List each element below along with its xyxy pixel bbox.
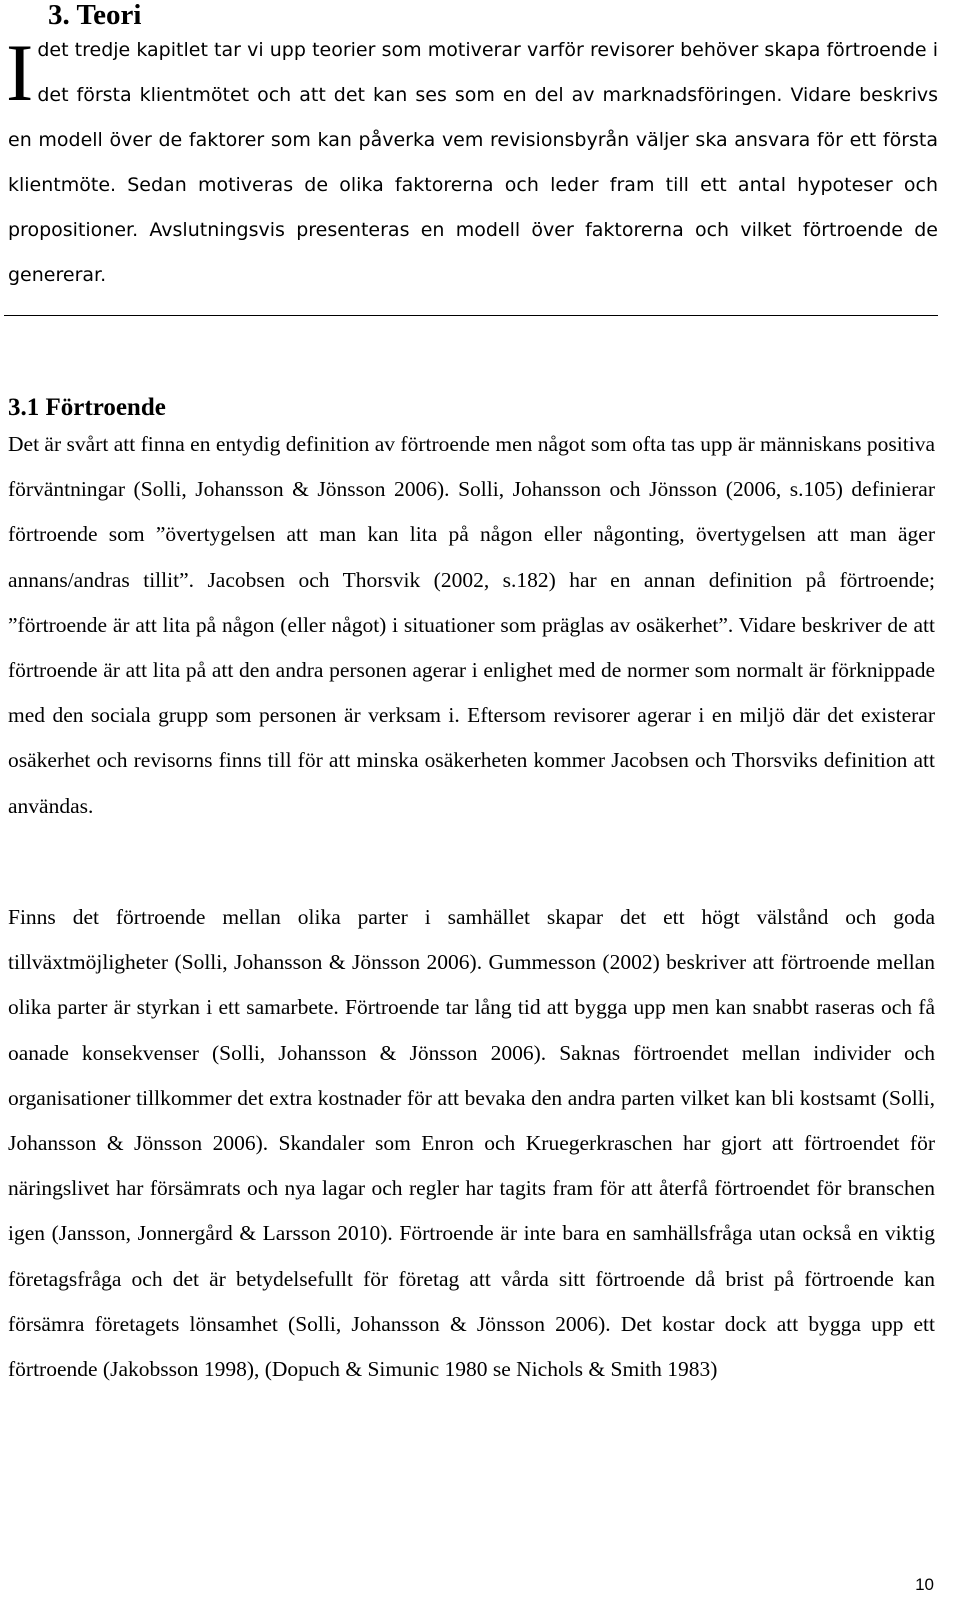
section-title: 3.1 Förtroende xyxy=(8,394,166,421)
chapter-intro xyxy=(8,28,938,298)
body-paragraph-1: Det är svårt att finna en entydig definition av förtroende men något som ofta tas upp är människans positiva förväntningar (Solli, Johansson & Jönsson 2006). Solli, Johansson och Jönsson (2006, s.105) definierar förtroende som ”övertygelsen att man kan lita på någon eller någonting, övertygelsen att man äger annans/andras tillit”. Jacobsen och Thorsvik (2002, s.182) har en annan definition på förtroende; ”förtroende är att lita på någon (eller något) i situationer som präglas av osäkerhet”. Vidare beskriver de att förtroende är att lita på att den andra personen agerar i enlighet med de normer som normalt är förknippade med den sociala grupp som personen är verksam i. Eftersom revisorer agerar i en miljö där det existerar osäkerhet och revisorns finns till för att minska osäkerheten kommer Jacobsen och Thorsviks definition att användas. xyxy=(8,432,935,818)
page-number: 10 xyxy=(915,1575,934,1594)
intro-text: det tredje kapitlet tar vi upp teorier som motiverar varför revisorer behöver skapa förtroende i det första klientmötet och att det kan ses som en del av marknadsföringen. Vidare beskrivs en modell över de faktorer som kan påverka vem revisionsbyrån väljer ska ansvara för ett första klientmöte. Sedan motiveras de olika faktorerna och leder fram till ett antal hypoteser och propositioner. Avslutningsvis presenteras en modell över faktorerna och vilket förtroende de genererar. xyxy=(8,39,938,286)
intro-divider xyxy=(4,315,938,316)
chapter-title: 3. Teori xyxy=(48,0,142,31)
body-paragraph-2: Finns det förtroende mellan olika parter i samhället skapar det ett högt välstånd och goda tillväxtmöjligheter (Solli, Johansson & Jönsson 2006). Gummesson (2002) beskriver att förtroende mellan olika parter är styrkan i ett samarbete. Förtroende tar lång tid att bygga upp men kan snabbt raseras och få oanade konsekvenser (Solli, Johansson & Jönsson 2006). Saknas förtroendet mellan individer och organisationer tillkommer det extra kostnader för att bevaka den andra parten vilket kan bli kostsamt (Solli, Johansson & Jönsson 2006). Skandaler som Enron och Kruegerkraschen har gjort att förtroendet för näringslivet har försämrats och nya lagar och regler har tagits fram för att återfå förtroendet för branschen igen (Jansson, Jonnergård & Larsson 2010). Förtroende är inte bara en samhällsfråga utan också en viktig företagsfråga och det är betydelsefullt för företag att vårda sitt förtroende då brist på förtroende kan försämra företagets lönsamhet (Solli, Johansson & Jönsson 2006). Det kostar dock att bygga upp ett förtroende (Jakobsson 1998), (Dopuch & Simunic 1980 se Nichols & Smith 1983) xyxy=(8,905,935,1382)
intro-dropcap: I xyxy=(6,27,34,118)
